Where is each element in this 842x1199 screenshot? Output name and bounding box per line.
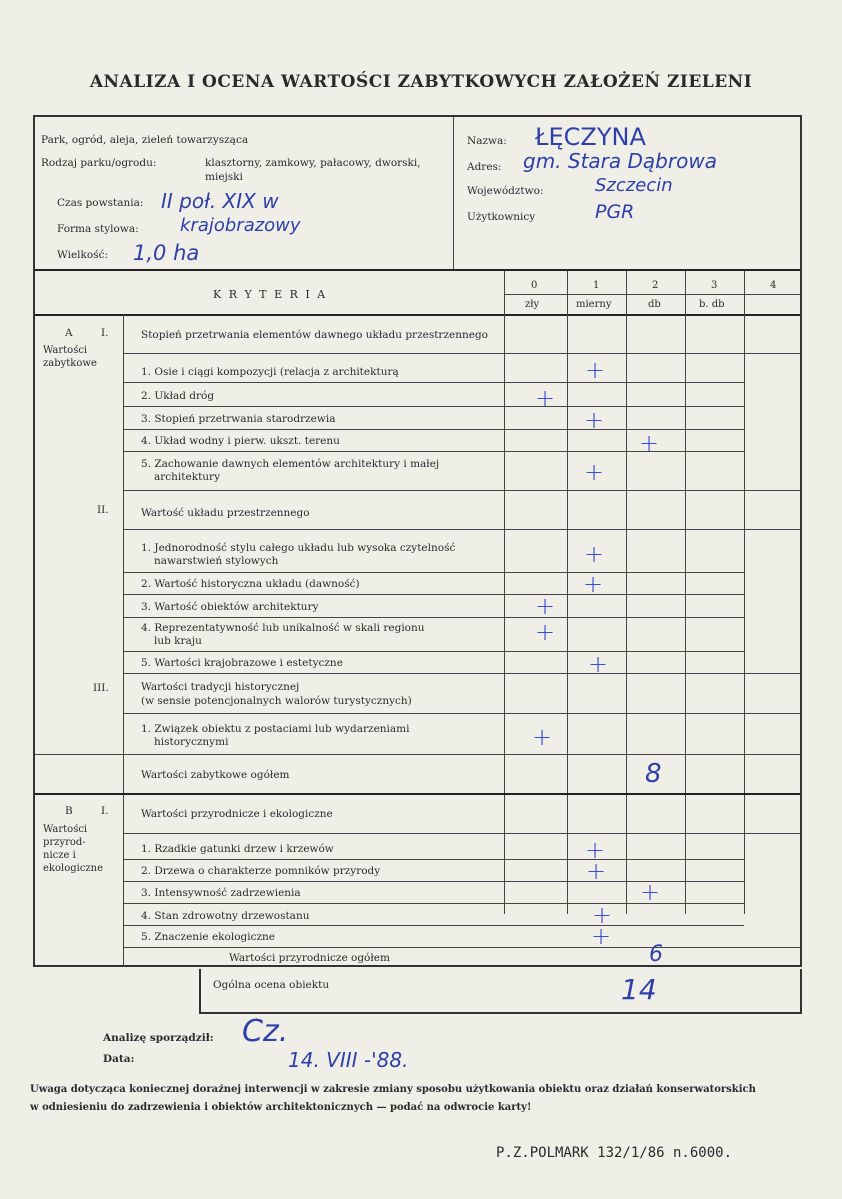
nazwa-value: ŁĘCZYNA [535, 123, 646, 151]
g2-item-1-cont: nawarstwień stylowych [154, 555, 279, 567]
forma-value: krajobrazowy [180, 215, 301, 236]
mark-b-3: + [640, 878, 661, 906]
page-title: ANALIZA I OCENA WARTOŚCI ZABYTKOWYCH ZAŁOŻEŃ ZIELENI [89, 72, 753, 92]
g2-item-4-cont: lub kraju [154, 635, 202, 647]
adres-value: gm. Stara Dąbrowa [523, 149, 717, 173]
group3-title: Wartości tradycji historycznej [141, 681, 300, 693]
g1-item-5-cont: architektury [154, 471, 221, 483]
g1-item-3: 3. Stopień przetrwania starodrzewia [141, 413, 336, 425]
section-a-roman: I. [101, 327, 109, 339]
scale-4: 4 [770, 280, 777, 291]
g1-item-5: 5. Zachowanie dawnych elementów architektury i małej [141, 458, 440, 470]
rodzaj-options-2: miejski [205, 171, 243, 183]
group3-subtitle: (w sensie potencjonalnych walorów turystycznych) [141, 695, 412, 707]
overall-value: 14 [621, 973, 657, 1006]
section-b-name-4: ekologiczne [43, 863, 104, 874]
rodzaj-label: Rodzaj parku/ogrodu: [41, 157, 157, 169]
note-line-1: Uwaga dotycząca koniecznej doraźnej interwencji w zakresie zmiany sposobu użytkowania obiektu oraz działań konserwatorskich [30, 1084, 756, 1095]
przyr-total-value: 6 [649, 942, 663, 967]
mark-g1-5: + [584, 458, 605, 486]
scale-2: 2 [652, 280, 659, 291]
overall-label: Ogólna ocena obiektu [213, 979, 330, 991]
note-line-2: w odniesieniu do zadrzewienia i obiektów architektonicznych — podać na odwrocie karty! [30, 1102, 532, 1113]
scale-label-1: mierny [576, 299, 612, 310]
zab-total-value: 8 [645, 759, 662, 789]
section-b-name-2: przyrod- [43, 837, 86, 848]
mark-g3-1: + [532, 723, 553, 751]
park-type-label: Park, ogród, aleja, zieleń towarzysząca [41, 134, 249, 146]
scale-label-2: db [648, 299, 661, 310]
section-b-name-3: nicze i [43, 850, 76, 861]
g3-item-1: 1. Związek obiektu z postaciami lub wydarzeniami [141, 723, 410, 735]
signature: Cz. [242, 1014, 289, 1049]
b-title: Wartości przyrodnicze i ekologiczne [141, 808, 333, 820]
g2-item-5: 5. Wartości krajobrazowe i estetyczne [141, 657, 343, 669]
b-item-2: 2. Drzewa o charakterze pomników przyrody [141, 865, 381, 877]
g1-item-1: 1. Osie i ciągi kompozycji (relacja z architekturą [141, 366, 399, 378]
roman-III: III. [93, 682, 109, 694]
mark-g1-2: + [535, 384, 556, 412]
b-item-4: 4. Stan zdrowotny drzewostanu [141, 910, 310, 922]
przyr-total-label: Wartości przyrodnicze ogółem [229, 952, 390, 964]
mark-g1-1: + [585, 356, 606, 384]
nazwa-label: Nazwa: [467, 135, 507, 147]
woj-value: Szczecin [595, 175, 673, 196]
header-divider [453, 117, 454, 269]
kryteria-header: K R Y T E R I A [213, 288, 328, 301]
scale-label-3: b. db [699, 299, 725, 310]
mark-g2-1: + [584, 540, 605, 568]
forma-label: Forma stylowa: [57, 223, 139, 235]
rodzaj-options: klasztorny, zamkowy, pałacowy, dworski, [205, 157, 421, 169]
mark-b-1: + [585, 836, 606, 864]
section-a-name: Wartości [43, 345, 88, 356]
b-item-3: 3. Intensywność zadrzewienia [141, 887, 301, 899]
g1-item-4: 4. Układ wodny i pierw. ukszt. terenu [141, 435, 340, 447]
b-item-5: 5. Znaczenie ekologiczne [141, 931, 276, 943]
mark-b-5: + [591, 922, 612, 950]
section-a-letter: A [65, 327, 73, 339]
section-b-letter: B [65, 805, 73, 817]
overall-total-box [199, 969, 802, 1014]
group1-title: Stopień przetrwania elementów dawnego układu przestrzennego [141, 329, 488, 341]
analize-label: Analizę sporządził: [103, 1032, 214, 1044]
wielkosc-label: Wielkość: [57, 249, 109, 261]
adres-label: Adres: [467, 161, 502, 173]
mark-b-2: + [586, 857, 607, 885]
section-a-name-2: zabytkowe [43, 358, 97, 369]
group2-title: Wartość układu przestrzennego [141, 507, 310, 519]
scale-label-0: zły [525, 299, 540, 310]
b-item-1: 1. Rzadkie gatunki drzew i krzewów [141, 843, 334, 855]
g2-item-3: 3. Wartość obiektów architektury [141, 601, 319, 613]
mark-b-4: + [592, 901, 613, 929]
g3-item-1-cont: historycznymi [154, 736, 229, 748]
scale-0: 0 [531, 280, 538, 291]
mark-g2-5: + [588, 650, 609, 678]
g1-item-2: 2. Układ dróg [141, 390, 215, 402]
evaluation-form [33, 115, 802, 967]
printer-imprint: P.Z.POLMARK 132/1/86 n.6000. [496, 1145, 733, 1161]
uzytk-label: Użytkownicy [467, 211, 536, 223]
zab-total-label: Wartości zabytkowe ogółem [141, 769, 290, 781]
scale-3: 3 [711, 280, 718, 291]
czas-label: Czas powstania: [57, 197, 144, 209]
roman-II: II. [97, 504, 109, 516]
mark-g1-3: + [584, 406, 605, 434]
mark-g2-4: + [535, 618, 556, 646]
mark-g2-2: + [583, 570, 604, 598]
g2-item-1: 1. Jednorodność stylu całego układu lub wysoka czytelność [141, 542, 456, 554]
woj-label: Województwo: [467, 185, 544, 197]
date-value: 14. VIII -'88. [288, 1048, 409, 1072]
data-label: Data: [103, 1053, 135, 1065]
g2-item-2: 2. Wartość historyczna układu (dawność) [141, 578, 360, 590]
czas-value: II poł. XIX w [161, 189, 279, 213]
uzytk-value: PGR [595, 201, 635, 223]
wielkosc-value: 1,0 ha [133, 241, 200, 265]
scale-1: 1 [593, 280, 600, 291]
mark-g2-3: + [535, 592, 556, 620]
mark-g1-4: + [639, 429, 660, 457]
section-b-roman: I. [101, 805, 109, 817]
g2-item-4: 4. Reprezentatywność lub unikalność w skali regionu [141, 622, 425, 634]
section-b-name: Wartości [43, 824, 88, 835]
